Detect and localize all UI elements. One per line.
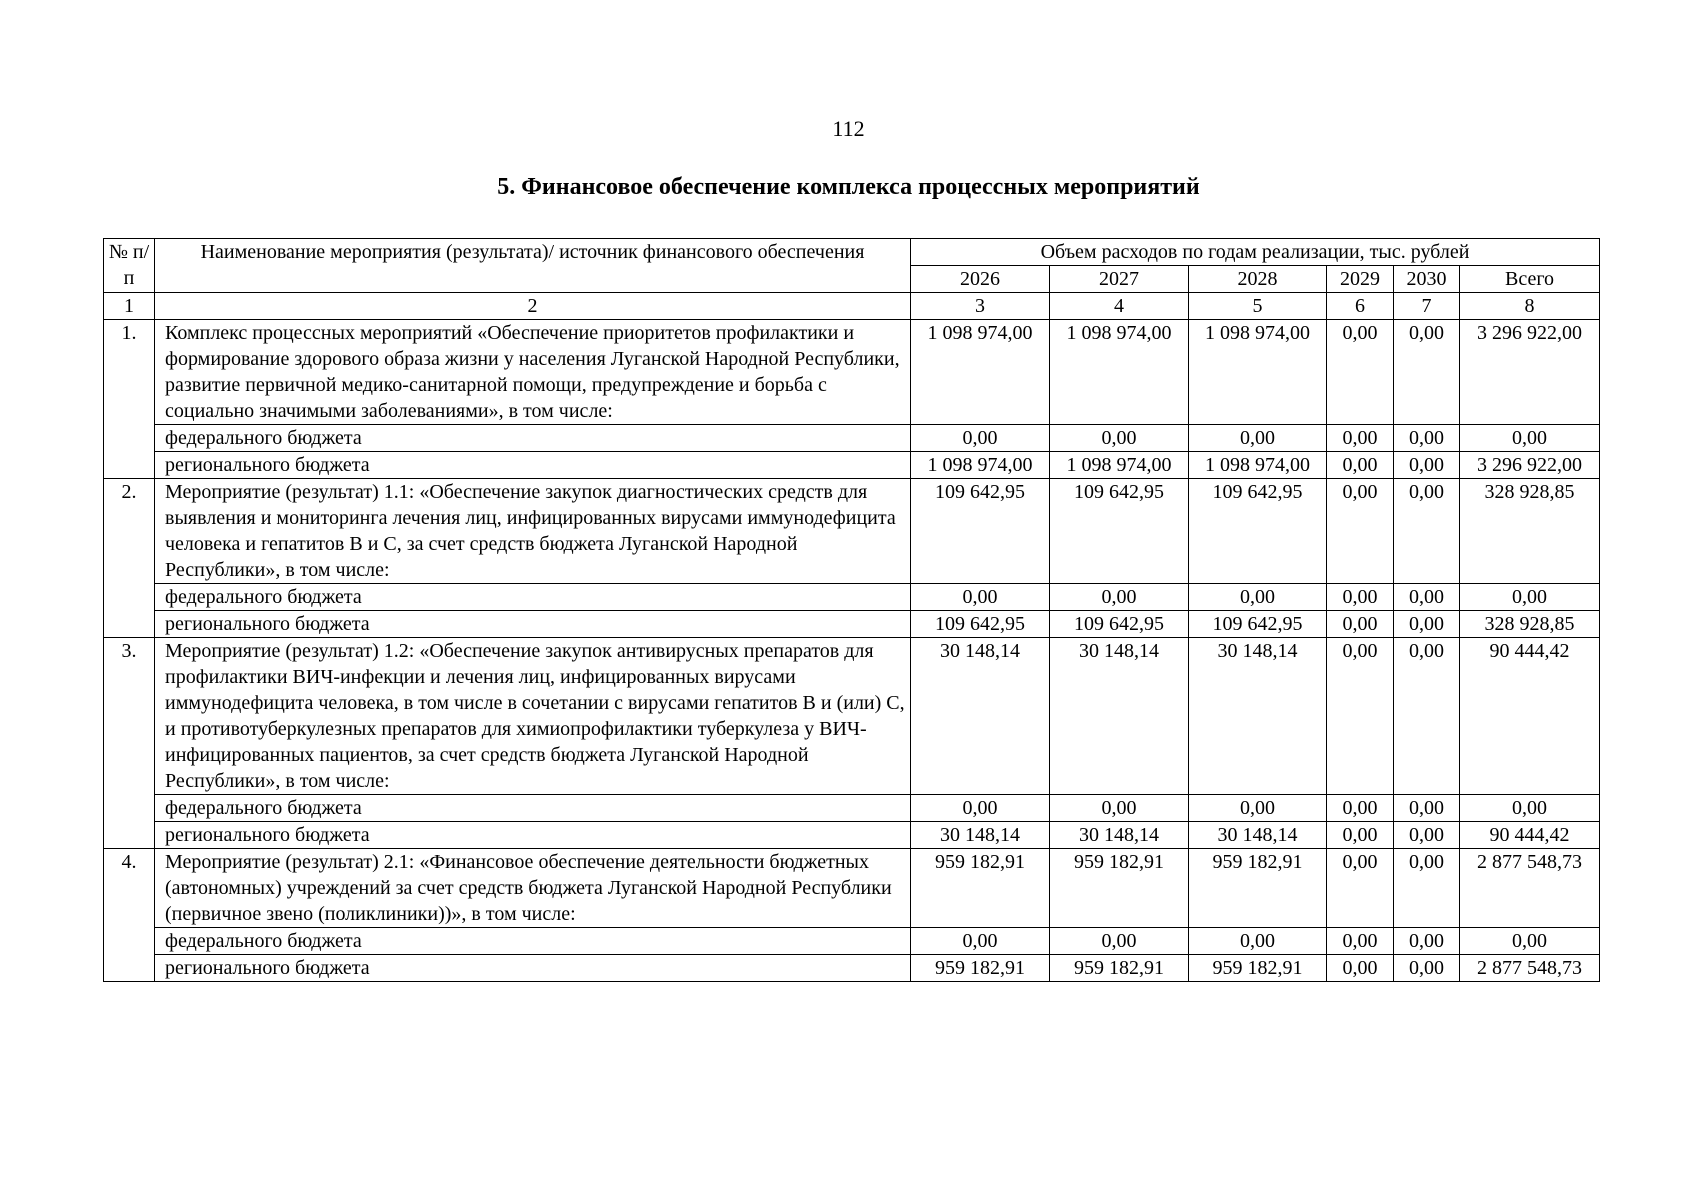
value-cell: 0,00 [1460,795,1600,822]
table-row [104,955,1600,982]
table-row [104,849,1600,928]
source-label: федерального бюджета [155,425,911,452]
value-cell: 0,00 [1327,955,1394,982]
value-cell: 1 098 974,00 [1189,452,1327,479]
value-cell: 0,00 [1394,584,1460,611]
header-num: № п/п [104,239,155,293]
value-cell: 0,00 [1189,795,1327,822]
value-cell: 0,00 [1327,452,1394,479]
source-label: регионального бюджета [155,955,911,982]
value-cell: 0,00 [911,425,1050,452]
row-name: Мероприятие (результат) 1.1: «Обеспечение закупок диагностических средств для выявления и мониторинга лечения лиц, инфицированных вирусами иммунодефицита человека и гепатитов B и C, за счет средств бюджета Луганской Народной Республики», в том числе: [155,479,911,584]
value-cell: 0,00 [1460,928,1600,955]
value-cell: 0,00 [1327,320,1394,425]
value-cell: 1 098 974,00 [1189,320,1327,425]
table-row [104,452,1600,479]
header-year: 2027 [1050,266,1189,293]
source-label: федерального бюджета [155,584,911,611]
table-row [104,928,1600,955]
value-cell: 30 148,14 [1189,822,1327,849]
row-num: 1. [104,320,155,479]
value-cell: 959 182,91 [1050,955,1189,982]
value-cell: 328 928,85 [1460,611,1600,638]
value-cell: 0,00 [1460,584,1600,611]
value-cell: 109 642,95 [1050,611,1189,638]
value-cell: 0,00 [1327,822,1394,849]
value-cell: 3 296 922,00 [1460,320,1600,425]
header-name: Наименование мероприятия (результата)/ источник финансового обеспечения [155,239,911,293]
value-cell: 0,00 [1394,479,1460,584]
value-cell: 109 642,95 [1189,479,1327,584]
value-cell: 30 148,14 [1189,638,1327,795]
value-cell: 0,00 [911,795,1050,822]
value-cell: 0,00 [911,928,1050,955]
col-number: 8 [1460,293,1600,320]
source-label: федерального бюджета [155,928,911,955]
value-cell: 1 098 974,00 [911,320,1050,425]
value-cell: 109 642,95 [1050,479,1189,584]
value-cell: 2 877 548,73 [1460,849,1600,928]
col-number: 6 [1327,293,1394,320]
value-cell: 959 182,91 [1189,955,1327,982]
value-cell: 30 148,14 [911,822,1050,849]
value-cell: 328 928,85 [1460,479,1600,584]
value-cell: 0,00 [1394,425,1460,452]
value-cell: 0,00 [1050,795,1189,822]
table-row [104,479,1600,584]
value-cell: 0,00 [1050,584,1189,611]
value-cell: 1 098 974,00 [1050,320,1189,425]
value-cell: 2 877 548,73 [1460,955,1600,982]
value-cell: 3 296 922,00 [1460,452,1600,479]
financing-table [103,238,1600,982]
col-number: 5 [1189,293,1327,320]
value-cell: 0,00 [911,584,1050,611]
header-volume: Объем расходов по годам реализации, тыс. рублей [911,239,1600,266]
source-label: регионального бюджета [155,822,911,849]
value-cell: 0,00 [1189,928,1327,955]
value-cell: 30 148,14 [1050,822,1189,849]
value-cell: 109 642,95 [911,611,1050,638]
value-cell: 0,00 [1327,928,1394,955]
table-row [104,584,1600,611]
header-year: 2030 [1394,266,1460,293]
header-year: 2026 [911,266,1050,293]
col-number: 1 [104,293,155,320]
value-cell: 0,00 [1327,584,1394,611]
value-cell: 0,00 [1394,611,1460,638]
source-label: федерального бюджета [155,795,911,822]
header-total: Всего [1460,266,1600,293]
value-cell: 959 182,91 [911,955,1050,982]
value-cell: 0,00 [1394,849,1460,928]
value-cell: 30 148,14 [911,638,1050,795]
value-cell: 0,00 [1189,584,1327,611]
value-cell: 0,00 [1327,479,1394,584]
value-cell: 0,00 [1460,425,1600,452]
value-cell: 109 642,95 [1189,611,1327,638]
row-name: Комплекс процессных мероприятий «Обеспечение приоритетов профилактики и формирование здорового образа жизни у населения Луганской Народной Республики, развитие первичной медико-санитарной помощи, предупреждение и борьба с социально значимыми заболеваниями», в том числе: [155,320,911,425]
row-name: Мероприятие (результат) 1.2: «Обеспечение закупок антивирусных препаратов для профилактики ВИЧ-инфекции и лечения лиц, инфицированных вирусами иммунодефицита человека, в том числе в сочетании с вирусами гепатитов B и (или) C, и противотуберкулезных препаратов для химиопрофилактики туберкулеза у ВИЧ-инфицированных пациентов, за счет средств бюджета Луганской Народной Республики», в том числе: [155,638,911,795]
value-cell: 0,00 [1394,795,1460,822]
value-cell: 0,00 [1394,452,1460,479]
value-cell: 0,00 [1394,320,1460,425]
header-row-1 [104,239,1600,266]
value-cell: 0,00 [1050,425,1189,452]
value-cell: 0,00 [1327,611,1394,638]
value-cell: 109 642,95 [911,479,1050,584]
value-cell: 0,00 [1394,638,1460,795]
header-year: 2029 [1327,266,1394,293]
source-label: регионального бюджета [155,611,911,638]
row-name: Мероприятие (результат) 2.1: «Финансовое обеспечение деятельности бюджетных (автономных) учреждений за счет средств бюджета Луганской Народной Республики (первичное звено (поликлиники))», в том числе: [155,849,911,928]
value-cell: 90 444,42 [1460,822,1600,849]
row-num: 3. [104,638,155,849]
value-cell: 0,00 [1327,638,1394,795]
value-cell: 0,00 [1394,928,1460,955]
section-title: 5. Финансовое обеспечение комплекса процессных мероприятий [497,174,1200,200]
value-cell: 0,00 [1050,928,1189,955]
col-number: 3 [911,293,1050,320]
table-row [104,822,1600,849]
value-cell: 959 182,91 [1189,849,1327,928]
page-number: 112 [832,116,865,141]
value-cell: 0,00 [1394,822,1460,849]
value-cell: 959 182,91 [1050,849,1189,928]
table-row [104,320,1600,425]
value-cell: 0,00 [1327,425,1394,452]
header-row-numbers [104,293,1600,320]
value-cell: 30 148,14 [1050,638,1189,795]
source-label: регионального бюджета [155,452,911,479]
value-cell: 1 098 974,00 [911,452,1050,479]
col-number: 7 [1394,293,1460,320]
value-cell: 0,00 [1327,849,1394,928]
value-cell: 1 098 974,00 [1050,452,1189,479]
row-num: 2. [104,479,155,638]
value-cell: 0,00 [1394,955,1460,982]
value-cell: 0,00 [1327,795,1394,822]
value-cell: 959 182,91 [911,849,1050,928]
value-cell: 90 444,42 [1460,638,1600,795]
col-number: 4 [1050,293,1189,320]
col-number: 2 [155,293,911,320]
row-num: 4. [104,849,155,982]
header-year: 2028 [1189,266,1327,293]
value-cell: 0,00 [1189,425,1327,452]
table-row [104,425,1600,452]
table-row [104,795,1600,822]
table-row [104,638,1600,795]
table-row [104,611,1600,638]
